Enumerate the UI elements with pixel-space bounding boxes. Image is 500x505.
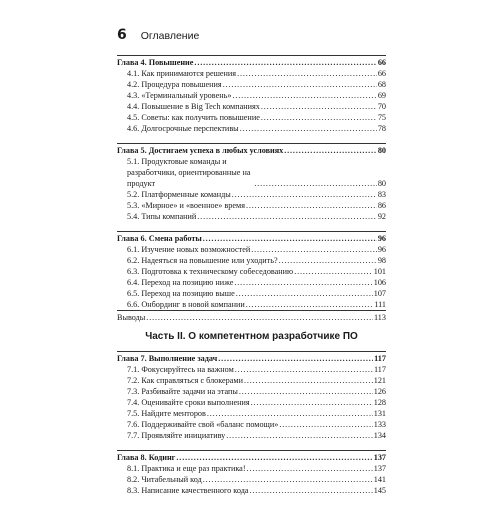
toc-section-entry[interactable]: 5.3. «Мирное» и «военное» время . . . 86	[117, 200, 386, 211]
running-header-title: Оглавление	[140, 30, 200, 42]
toc-section-entry[interactable]: 6.3. Подготовка к техническому собеседованию . . . 101	[117, 266, 386, 277]
toc-section-entry[interactable]: 8.3. Написание качественного кода . . . 145	[117, 485, 386, 496]
toc-section-entry[interactable]: 4.2. Процедура повышения . . . 68	[117, 79, 386, 90]
toc-section-entry[interactable]: 6.6. Онбординг в новой компании . . . 111	[117, 299, 386, 310]
toc-chapter-entry[interactable]: Глава 4. Повышение . . . 66	[117, 57, 386, 68]
toc-section-entry[interactable]: 7.3. Разбивайте задачи на этапы . . . 126	[117, 386, 386, 397]
toc-section-entry[interactable]: 4.6. Долгосрочные перспективы . . . 78	[117, 123, 386, 134]
toc-section-entry[interactable]: 5.1. Продуктовые команды и разработчики, ориентированные на продукт . . . 80	[117, 156, 386, 189]
toc-section-entry[interactable]: 8.1. Практика и еще раз практика! . . . 137	[117, 463, 386, 474]
conclusion-entry-block	[117, 310, 386, 323]
toc-section-entry[interactable]: 7.5. Найдите менторов . . . 131	[117, 408, 386, 419]
toc-section-entry[interactable]: 4.1. Как принимаются решения . . . 66	[117, 68, 386, 79]
toc-section-entry[interactable]: 4.3. «Терминальный уровень» . . . 69	[117, 90, 386, 101]
chapter-6-block	[117, 231, 386, 310]
toc-chapter-entry[interactable]: Глава 6. Смена работы . . . 96	[117, 233, 386, 244]
toc-section-entry[interactable]: 5.4. Типы компаний . . . 92	[117, 211, 386, 222]
toc-section-entry[interactable]: 7.2. Как справляться с блокерами . . . 121	[117, 375, 386, 386]
toc-section-entry[interactable]: 4.5. Советы: как получить повышение . . . 75	[117, 112, 386, 123]
chapter-8-block	[117, 450, 386, 496]
chapter-4-block	[117, 55, 386, 134]
table-of-contents	[117, 55, 386, 505]
page-header	[117, 27, 199, 43]
toc-section-entry[interactable]: 7.4. Оценивайте сроки выполнения . . . 128	[117, 397, 386, 408]
toc-section-entry[interactable]: 5.2. Платформенные команды . . . 83	[117, 189, 386, 200]
toc-chapter-entry[interactable]: Глава 8. Кодинг . . . 137	[117, 452, 386, 463]
toc-section-entry[interactable]: 8.2. Читабельный код . . . 141	[117, 474, 386, 485]
toc-conclusion-entry[interactable]: Выводы . . . 113	[117, 312, 386, 323]
chapter-7-block	[117, 351, 386, 441]
toc-section-entry[interactable]: 6.5. Переход на позицию выше . . . 107	[117, 288, 386, 299]
toc-section-entry[interactable]: 7.6. Поддерживайте свой «баланс помощи» . . . 133	[117, 419, 386, 430]
part-title: Часть II. О компетентном разработчике ПО	[145, 331, 358, 342]
toc-section-entry[interactable]: 6.1. Изучение новых возможностей . . . 96	[117, 244, 386, 255]
toc-section-entry[interactable]: 4.4. Повышение в Big Tech компаниях . . . 70	[117, 101, 386, 112]
toc-chapter-entry[interactable]: Глава 5. Достигаем успеха в любых условиях . . . 80	[117, 145, 386, 156]
toc-chapter-entry[interactable]: Глава 7. Выполнение задач . . . 117	[117, 353, 386, 364]
toc-section-entry[interactable]: 7.1. Фокусируйтесь на важном . . . 117	[117, 364, 386, 375]
toc-section-entry[interactable]: 6.2. Надеяться на повышение или уходить? . . . 98	[117, 255, 386, 266]
toc-section-entry[interactable]: 6.4. Переход на позицию ниже . . . 106	[117, 277, 386, 288]
toc-section-entry[interactable]: 7.7. Проявляйте инициативу . . . 134	[117, 430, 386, 441]
page-number: 6	[117, 27, 127, 43]
chapter-5-block	[117, 143, 386, 222]
